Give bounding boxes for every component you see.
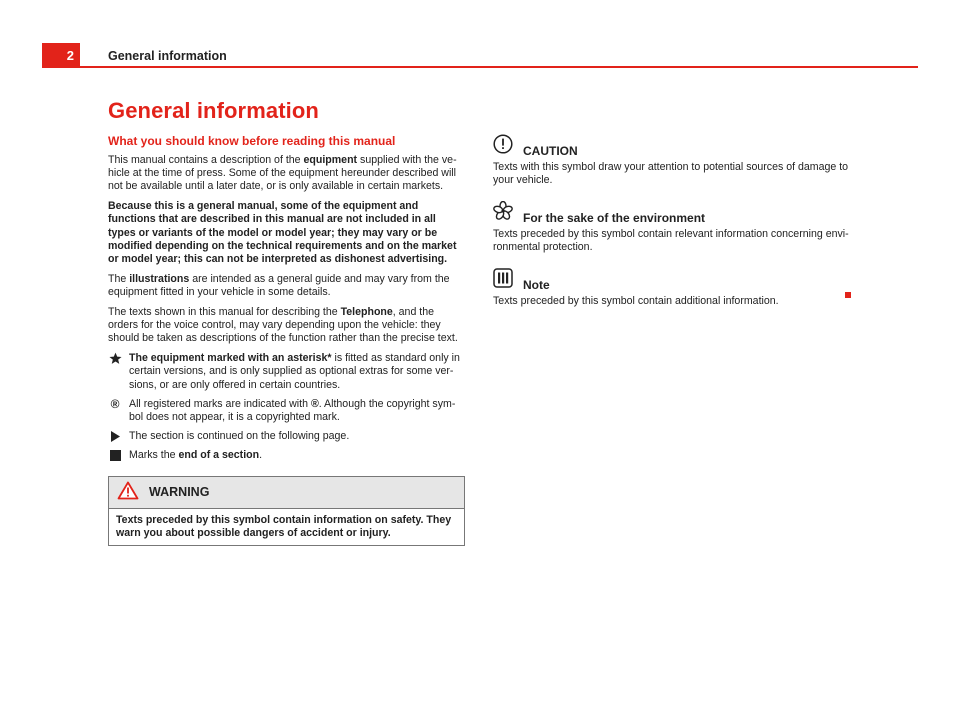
caution-body: Texts with this symbol draw your attention to potential sources of damage to your vehicle.	[493, 161, 849, 187]
note-header	[493, 266, 863, 292]
intro-bold-equipment: equipment	[303, 154, 358, 167]
left-column	[108, 135, 465, 546]
registered-text-a: All registered marks are indicated with	[129, 397, 311, 410]
asterisk-bold-text: The equipment marked with an asterisk*	[129, 352, 332, 365]
square-icon	[108, 449, 122, 463]
caution-header	[493, 132, 863, 158]
note-body: Texts preceded by this symbol contain additional information.	[493, 295, 779, 308]
legend-asterisk	[108, 352, 465, 391]
warning-box	[108, 476, 465, 546]
intro-paragraph	[108, 154, 465, 193]
warning-header	[109, 477, 464, 509]
environment-leaf-icon	[493, 201, 513, 225]
page-title: General information	[108, 98, 319, 123]
asterisk-icon	[108, 352, 122, 366]
telephone-text-a: The texts shown in this manual for describing the	[108, 306, 341, 319]
registered-glyph-inline: ®	[310, 397, 319, 410]
arrow-right-icon	[108, 430, 122, 444]
warning-title: WARNING	[149, 484, 210, 499]
note-title: Note	[523, 278, 550, 293]
end-section-text-a: Marks the	[129, 448, 179, 461]
environment-body: Texts preceded by this symbol contain relevant information concerning envi-ronmental protection.	[493, 228, 849, 254]
intro-text-b: supplied with the ve-hicle at the time of press. Some of the equipment hereunder described will not be available until a later date, or is only available in certain markets.	[108, 154, 457, 193]
illustrations-paragraph	[108, 273, 465, 299]
end-section-bold: end of a section	[178, 448, 260, 461]
warning-body: Texts preceded by this symbol contain information on safety. They warn you about possible dangers of accident or injury.	[116, 513, 452, 540]
header-section-title: General information	[108, 49, 227, 63]
section-subheading: What you should know before reading this manual	[108, 134, 396, 148]
illustrations-bold: illustrations	[129, 272, 190, 285]
environment-title: For the sake of the environment	[523, 211, 706, 226]
end-of-section-marker	[845, 292, 851, 298]
legend-registered	[108, 398, 465, 424]
end-section-text-b: .	[259, 448, 263, 461]
info-icon	[493, 268, 513, 292]
legend-continued	[108, 430, 465, 443]
caution-exclamation-icon	[493, 134, 513, 158]
telephone-bold: Telephone	[340, 306, 393, 319]
intro-text-a: This manual contains a description of the	[108, 154, 304, 167]
illustrations-text-b: are intended as a general guide and may vary from the equipment fitted in your vehicle in some details.	[108, 272, 450, 298]
registered-text-b: . Although the copyright sym-bol does not appear, it is a copyrighted mark.	[129, 397, 456, 423]
continued-text: The section is continued on the following page.	[129, 429, 350, 442]
environment-header	[493, 199, 863, 225]
registered-icon: ®	[110, 396, 120, 411]
caution-title: CAUTION	[523, 144, 578, 158]
caution-block	[493, 132, 863, 187]
illustrations-text-a: The	[108, 272, 130, 285]
telephone-text-b: , and the orders for the voice control, may vary depending upon the vehicle: they should be taken as descriptions of the function rather than the precise text.	[108, 306, 458, 345]
warning-triangle-icon	[117, 481, 139, 504]
page-number: 2	[42, 43, 80, 67]
environment-block	[493, 199, 863, 254]
disclaimer-paragraph: Because this is a general manual, some of the equipment and functions that are described in this manual are not included in all types or variants of the model or model year; they may vary or be modified depending on the technical requirements and on the market or model year; this can not be interpreted as dishonest advertising.	[108, 200, 457, 265]
right-column	[493, 132, 863, 320]
header-rule	[42, 66, 918, 68]
note-block	[493, 266, 863, 308]
telephone-paragraph	[108, 306, 465, 345]
legend-end-of-section	[108, 449, 465, 462]
asterisk-text: is fitted as standard only in certain versions, and is only supplied as optional extras for some ver-sions, or are only offered in certain countries.	[129, 352, 460, 391]
